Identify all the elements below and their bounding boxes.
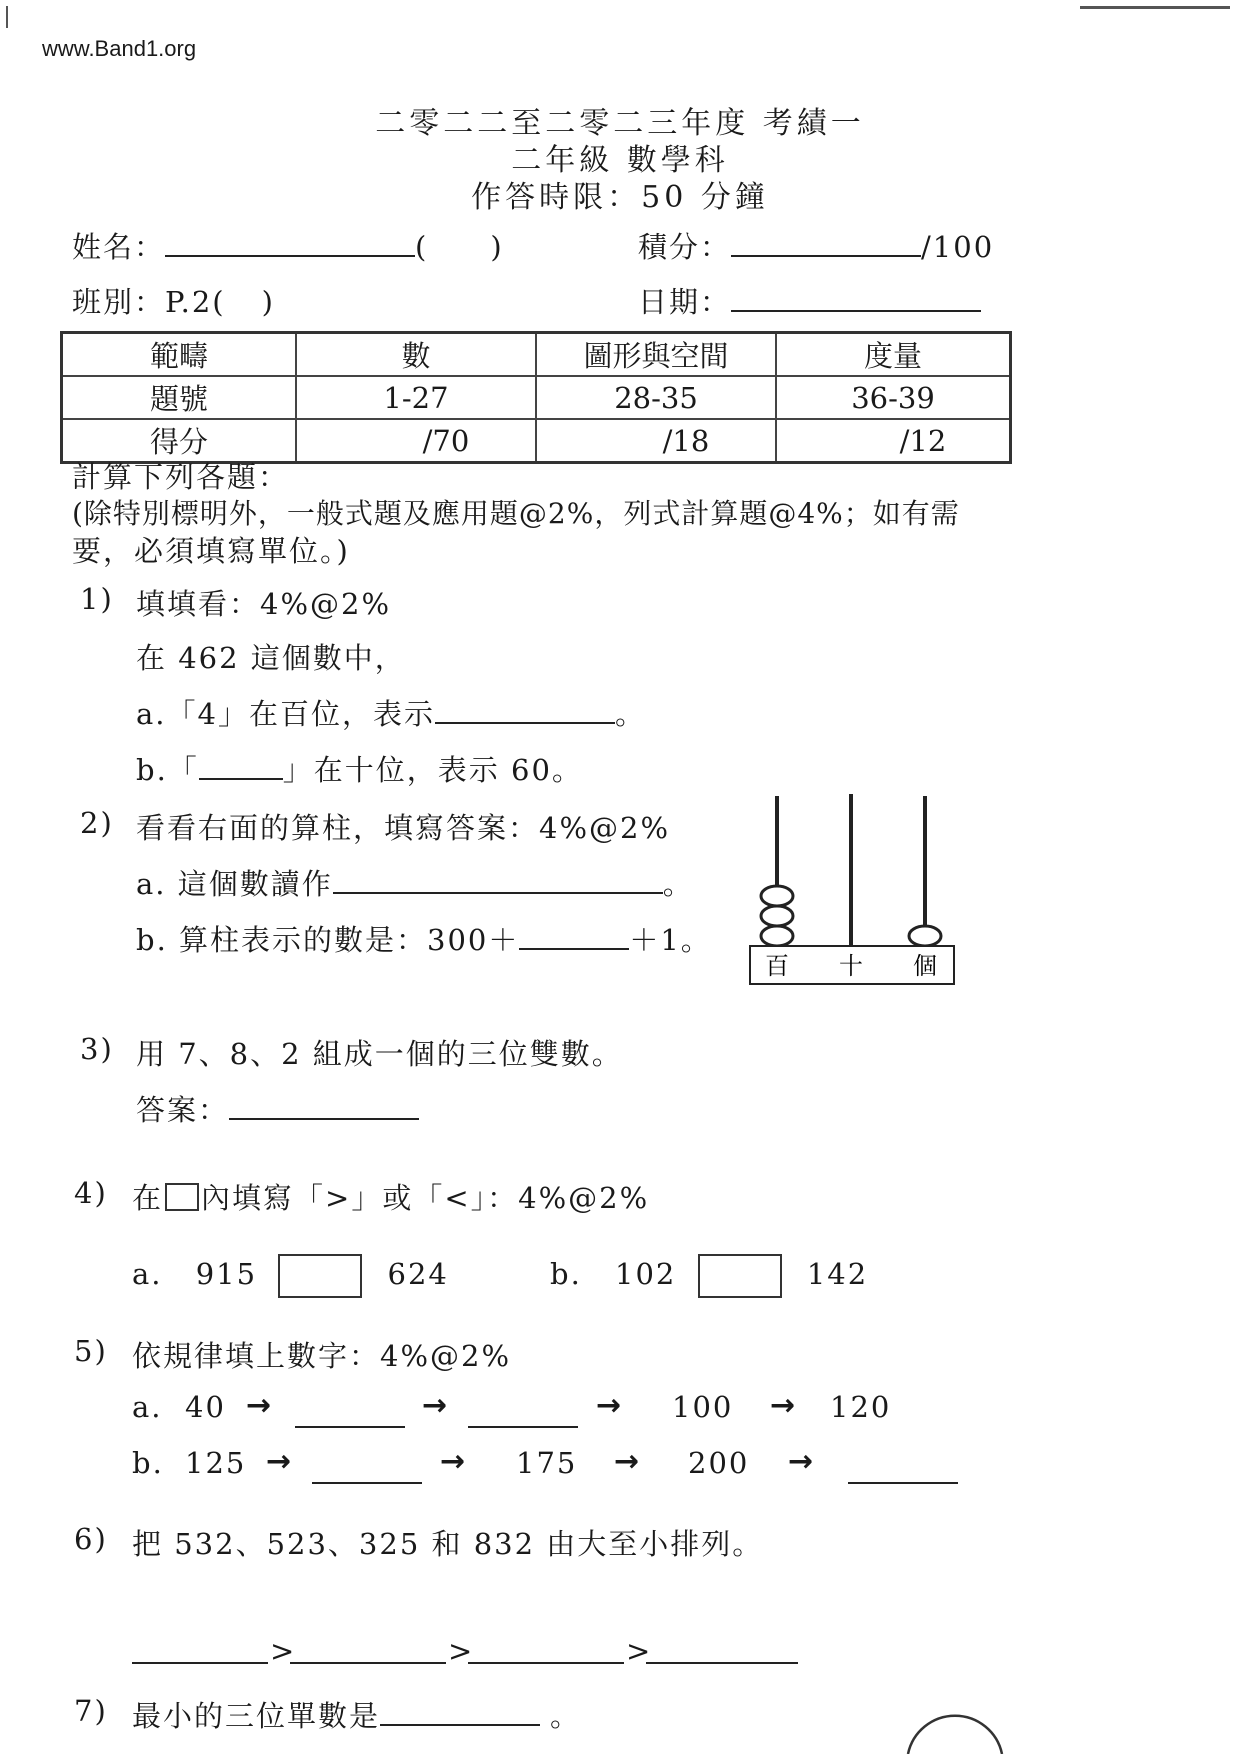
q6-number: 6): [74, 1522, 108, 1556]
website-url: www.Band1.org: [42, 36, 197, 61]
q7-number: 7): [74, 1694, 108, 1728]
q1-stem: 在 462 這個數中，: [136, 641, 406, 675]
q1b-text-post: 」在十位，表示 60。: [282, 753, 583, 787]
q4-title-pre: 在: [132, 1181, 164, 1215]
q6-greater-than: >: [448, 1634, 475, 1668]
score-row: [638, 225, 994, 266]
q2a-answer-field[interactable]: [333, 864, 663, 894]
q5-number: 5): [74, 1334, 108, 1368]
q3-answer-label: 答案：: [136, 1093, 230, 1127]
table-cell: 得分: [62, 419, 297, 463]
table-cell: 範疇: [62, 333, 297, 377]
table-cell: 圖形與空間: [536, 333, 776, 377]
exam-subject: 二年級 數學科: [511, 143, 729, 178]
q1b-answer-field[interactable]: [199, 750, 283, 780]
q4-number: 4): [74, 1176, 108, 1210]
table-cell: /18: [536, 419, 776, 463]
table-cell: 數: [296, 333, 536, 377]
table-cell: /70: [296, 419, 536, 463]
q6-blank-3[interactable]: [468, 1634, 624, 1664]
date-field[interactable]: [731, 282, 981, 312]
q4b-left-number: 102: [615, 1257, 677, 1291]
q6-blank-4[interactable]: [646, 1634, 798, 1664]
q4-title: [132, 1176, 649, 1217]
q4-title-post: 內填寫「>」或「<」：4%@2%: [201, 1181, 650, 1215]
arrow-icon: →: [788, 1444, 814, 1479]
q1b-text-pre: b.「: [136, 753, 199, 787]
q2b-text: b. 算柱表示的數是：300＋: [136, 923, 520, 957]
q6-greater-than: >: [270, 1634, 297, 1668]
q1a-end: 。: [614, 697, 646, 731]
abacus-bead: [761, 926, 793, 946]
arrow-icon: →: [422, 1388, 448, 1423]
q4-title-box-icon: [165, 1183, 199, 1211]
table-cell: 1-27: [296, 376, 536, 419]
q5b-value-200: 200: [688, 1446, 750, 1480]
table-cell: 36-39: [776, 376, 1011, 419]
scan-mark-top-right: [1080, 6, 1230, 9]
q4a: [132, 1254, 449, 1298]
score-table: [60, 331, 1012, 464]
q2b-text-post: ＋1。: [629, 923, 712, 957]
abacus-label-ones: 個: [913, 952, 937, 980]
q3-answer-field[interactable]: [229, 1090, 419, 1120]
q4b-answer-box[interactable]: [698, 1254, 782, 1298]
q2b: [136, 918, 712, 959]
arrow-icon: →: [770, 1388, 796, 1423]
q5a-label: a.: [132, 1390, 163, 1424]
abacus-bead: [761, 886, 793, 906]
q6-blank-1[interactable]: [132, 1634, 268, 1664]
name-row: [72, 225, 504, 266]
q3-title: 用 7、8、2 組成一個的三位雙數。: [136, 1037, 623, 1071]
q5a-blank-2[interactable]: [468, 1398, 578, 1428]
q7-end: 。: [550, 1699, 582, 1733]
q5-title: 依規律填上數字：4%@2%: [132, 1339, 512, 1373]
exam-time-limit: 作答時限：50 分鐘: [471, 180, 769, 215]
q3-number: 3): [80, 1032, 114, 1066]
q5b-blank-2[interactable]: [848, 1454, 958, 1484]
instructions-line-2: 要，必須填寫單位。): [72, 534, 350, 568]
q1a-text: a.「4」在百位，表示: [136, 697, 435, 731]
table-cell: 度量: [776, 333, 1011, 377]
q1a: [136, 692, 646, 733]
q4b: [550, 1254, 868, 1298]
q4b-right-number: 142: [806, 1257, 869, 1291]
page-circle-mark: [900, 1676, 1010, 1754]
q2b-answer-field[interactable]: [519, 920, 629, 950]
class-row: [72, 280, 275, 321]
q3-answer-row: [136, 1088, 419, 1129]
table-cell: 28-35: [536, 376, 776, 419]
arrow-icon: →: [596, 1388, 622, 1423]
name-label: 姓名：: [72, 230, 166, 264]
scan-mark-top-left: [6, 6, 8, 28]
q5a-value-100: 100: [672, 1390, 734, 1424]
score-label: 積分：: [638, 230, 732, 264]
q2a-text: a. 這個數讀作: [136, 867, 333, 901]
date-row: [638, 280, 981, 321]
q4a-answer-box[interactable]: [278, 1254, 362, 1298]
q2a-end: 。: [662, 867, 694, 901]
name-field[interactable]: [165, 227, 415, 257]
q7-answer-field[interactable]: [380, 1696, 540, 1726]
q5a-blank-1[interactable]: [295, 1398, 405, 1428]
abacus-label-hundreds: 百: [765, 952, 789, 980]
q6-blank-2[interactable]: [290, 1634, 446, 1664]
abacus-bead: [909, 926, 941, 946]
abacus-beads-hundreds: [761, 886, 793, 946]
class-number-paren: ( ): [415, 230, 504, 264]
q5a-start: 40: [185, 1390, 226, 1424]
instructions-line-1: (除特別標明外，一般式題及應用題@2%，列式計算題@4%；如有需: [72, 497, 960, 530]
abacus-label-tens: 十: [839, 952, 863, 980]
table-cell: 題號: [62, 376, 297, 419]
q2a: [136, 862, 694, 903]
date-label: 日期：: [638, 285, 732, 319]
q7-row: [132, 1694, 581, 1735]
instructions-title: 計算下列各題：: [72, 460, 290, 494]
table-row: [62, 333, 1011, 377]
q5b-blank-1[interactable]: [312, 1454, 422, 1484]
score-total: /100: [921, 230, 995, 264]
table-row: [62, 376, 1011, 419]
exam-title: 二零二二至二零二三年度 考績一: [375, 106, 865, 141]
abacus-beads-ones: [909, 926, 941, 946]
q5b-start: 125: [185, 1446, 247, 1480]
q7-title: 最小的三位單數是: [132, 1699, 381, 1733]
q4a-right-number: 624: [387, 1257, 449, 1291]
q5b-value-175: 175: [516, 1446, 578, 1480]
q1-number: 1): [80, 582, 114, 616]
arrow-icon: →: [614, 1444, 640, 1479]
q6-greater-than: >: [626, 1634, 653, 1668]
class-close-paren: ): [261, 285, 275, 319]
q4b-label: b.: [550, 1257, 582, 1291]
q1-title: 填填看：4%@2%: [136, 587, 392, 621]
q2-number: 2): [80, 806, 114, 840]
arrow-icon: →: [440, 1444, 466, 1479]
q1b: [136, 748, 583, 789]
q2-title: 看看右面的算柱，填寫答案：4%@2%: [136, 811, 671, 845]
class-label: 班別：P.2(: [72, 285, 226, 319]
arrow-icon: →: [266, 1444, 292, 1479]
score-field[interactable]: [731, 227, 921, 257]
q4a-left-number: 915: [195, 1257, 258, 1291]
q4a-label: a.: [132, 1257, 163, 1291]
q5b-label: b.: [132, 1446, 164, 1480]
table-cell: /12: [776, 419, 1011, 463]
abacus-bead: [761, 906, 793, 926]
arrow-icon: →: [246, 1388, 272, 1423]
q1a-answer-field[interactable]: [435, 694, 615, 724]
q5a-value-120: 120: [830, 1390, 892, 1424]
q6-title: 把 532、523、325 和 832 由大至小排列。: [132, 1527, 764, 1561]
abacus-diagram: [740, 786, 970, 992]
